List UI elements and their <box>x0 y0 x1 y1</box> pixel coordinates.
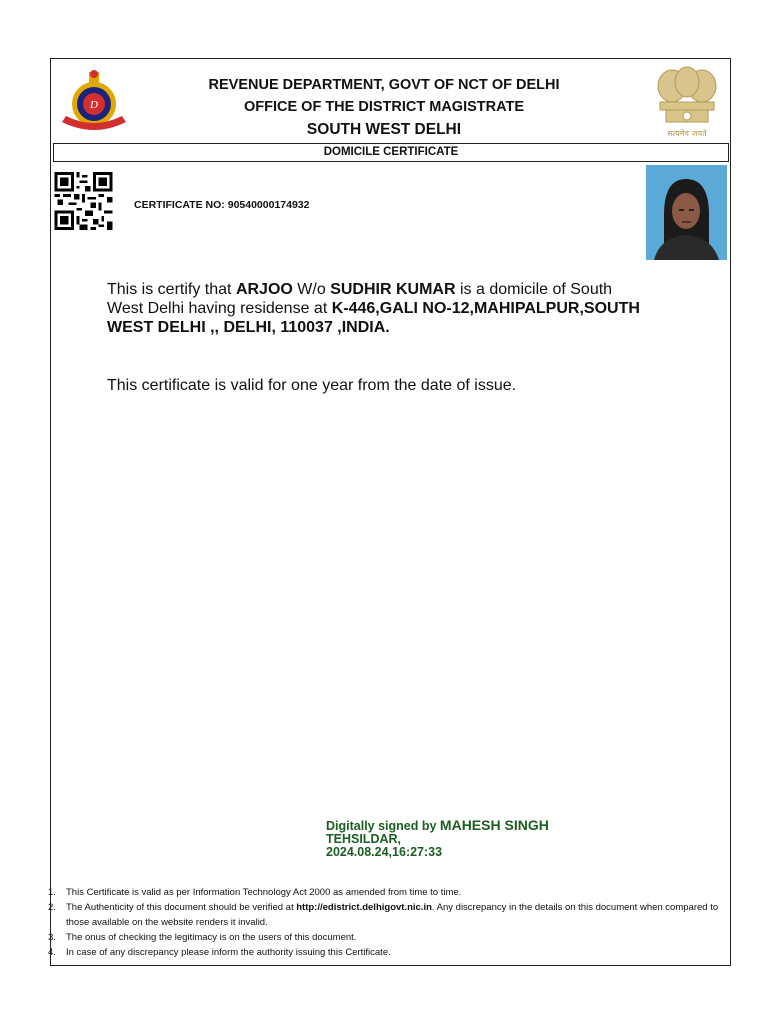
certificate-number <box>134 199 310 211</box>
signature-prefix: Digitally signed by <box>326 819 437 833</box>
note-number: 2. <box>48 902 56 913</box>
note-text: The onus of checking the legitimacy is on the users of this document. <box>66 932 357 943</box>
signatory-name: MAHESH SINGH <box>439 817 549 833</box>
applicant-photo <box>646 165 727 260</box>
note-item <box>48 900 728 930</box>
note-number: 3. <box>48 932 56 943</box>
body-mid: is a domicile of South West Delhi having residense at <box>107 281 613 317</box>
note-text: This Certificate is valid as per Information Technology Act 2000 as amended from time to time. <box>66 887 462 898</box>
note-text: In case of any discrepancy please inform the authority issuing this Certificate. <box>66 947 391 958</box>
note-item <box>48 930 728 945</box>
notes-list <box>48 885 728 960</box>
holder-name: ARJOO <box>235 281 293 298</box>
note-text <box>66 900 728 930</box>
certificate-title: DOMICILE CERTIFICATE <box>53 143 729 162</box>
state-emblem-icon <box>646 62 728 142</box>
note-number: 4. <box>48 947 56 958</box>
relation: W/o <box>297 281 326 298</box>
qr-code-icon[interactable] <box>53 172 114 230</box>
holder-address: K-446,GALI NO-12,MAHIPALPUR,SOUTH WEST DELHI ,, DELHI, 110037 ,INDIA. <box>107 300 640 336</box>
department-heading: REVENUE DEPARTMENT, GOVT OF NCT OF DELHI <box>208 77 560 93</box>
district-heading: SOUTH WEST DELHI <box>306 121 462 138</box>
certificate-number-label: CERTIFICATE NO: <box>134 199 225 211</box>
note-item <box>48 885 728 900</box>
certificate-number-value: 90540000174932 <box>227 199 310 211</box>
body-intro: This is certify that <box>107 281 232 298</box>
signatory-designation: TEHSILDAR, <box>326 832 401 846</box>
spouse-name: SUDHIR KUMAR <box>330 281 456 298</box>
digital-signature <box>326 819 549 859</box>
note-text-post: . Any discrepancy in the details on this document when compared to those available on the website renders it invalid. <box>66 902 719 928</box>
svg-text:D: D <box>90 99 98 111</box>
validity-statement: This certificate is valid for one year from the date of issue. <box>107 377 517 394</box>
office-heading: OFFICE OF THE DISTRICT MAGISTRATE <box>243 99 525 115</box>
note-text-pre: The Authenticity of this document should be verified at <box>66 902 294 913</box>
note-item <box>48 945 728 960</box>
verification-link[interactable]: http://edistrict.delhigovt.nic.in <box>296 902 432 913</box>
svg-text:सत्यमेव जयते: सत्यमेव जयते <box>667 129 707 138</box>
signature-datetime: 2024.08.24,16:27:33 <box>326 845 443 859</box>
note-number: 1. <box>48 887 56 898</box>
certificate-body <box>107 280 647 337</box>
